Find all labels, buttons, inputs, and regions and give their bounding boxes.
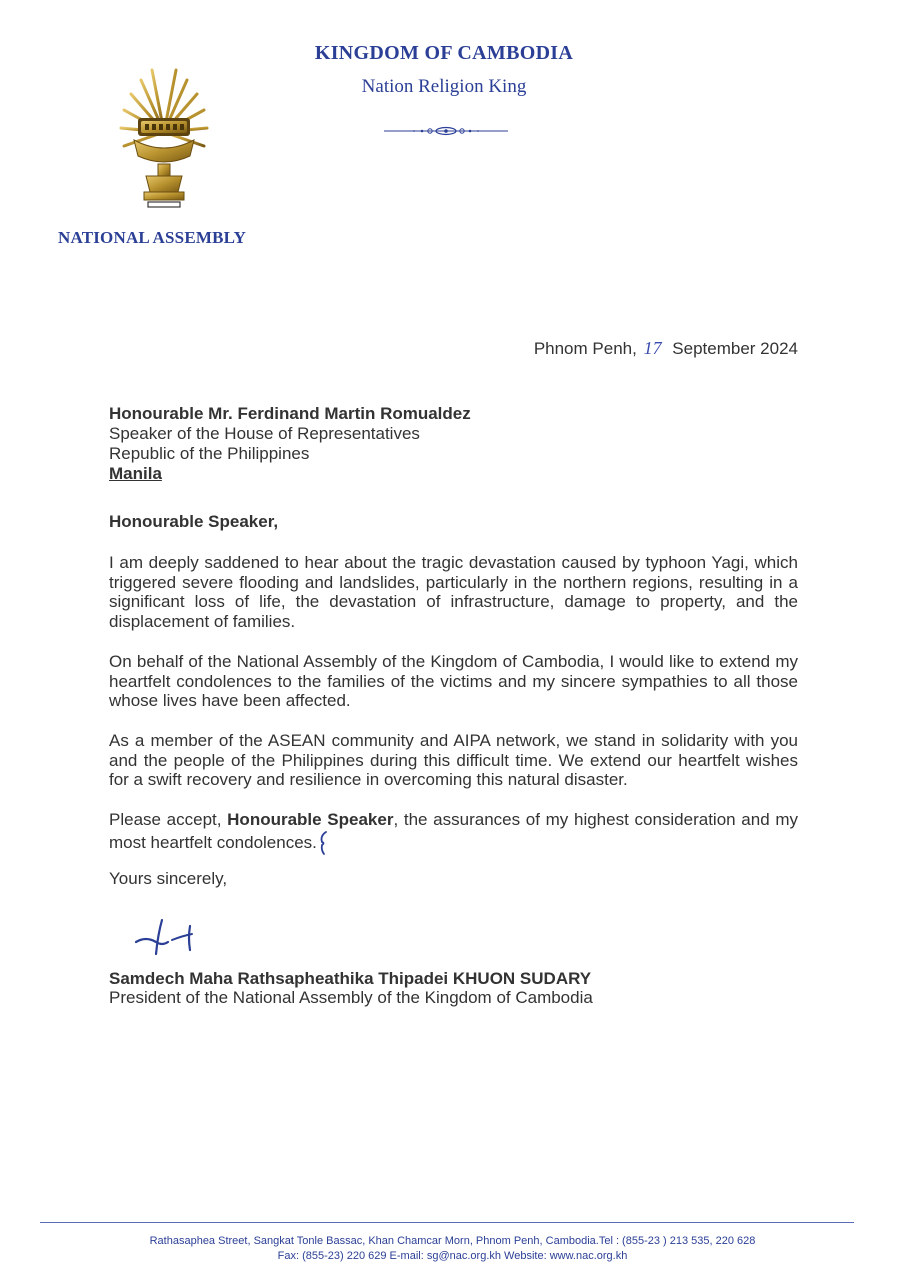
addressee-city: Manila <box>109 464 162 483</box>
footer-contact: Fax: (855-23) 220 629 E-mail: sg@nac.org.kh Website: www.nac.org.kh <box>277 1250 628 1262</box>
p4-bold: Honourable Speaker <box>227 810 394 829</box>
ornament-divider-icon <box>384 124 508 138</box>
royal-emblem-icon <box>118 60 210 212</box>
addressee-name: Honourable Mr. Ferdinand Martin Romualdez <box>109 404 471 423</box>
date-month-year: September 2024 <box>672 339 798 358</box>
date-day: 17 <box>643 338 662 358</box>
footer-address: Rathasaphea Street, Sangkat Tonle Bassac, Khan Chamcar Morn, Phnom Penh, Cambodia.Tel : (855-23 ) 213 535, 220 628 <box>149 1235 756 1247</box>
addressee-title: Speaker of the House of Representatives <box>109 424 420 443</box>
p4-start: Please accept, <box>109 810 228 829</box>
body-paragraph-3: As a member of the ASEAN community and AIPA network, we stand in solidarity with you and the people of the Philippines during this difficult time. We extend our heartfelt wishes for a swift recovery and resilience in overcoming this natural disaster. <box>109 731 798 790</box>
kingdom-title: KINGDOM OF CAMBODIA <box>314 42 574 64</box>
national-assembly-label: NATIONAL ASSEMBLY <box>58 228 247 247</box>
addressee-country: Republic of the Philippines <box>109 444 310 463</box>
p4-end: , the assurances of my highest consideration and my most heartfelt condolences. <box>109 810 798 852</box>
closing: Yours sincerely, <box>109 869 228 888</box>
salutation: Honourable Speaker, <box>109 512 279 531</box>
handwritten-initial-icon <box>318 830 330 856</box>
addressee-block <box>109 404 471 484</box>
body-paragraph-4 <box>109 810 798 856</box>
date-line <box>534 338 798 359</box>
signer-name: Samdech Maha Rathsapheathika Thipadei KHUON SUDARY <box>109 969 592 988</box>
body-paragraph-2: On behalf of the National Assembly of the Kingdom of Cambodia, I would like to extend my heartfelt condolences to the families of the victims and my sincere sympathies to all those whose lives have been affected. <box>109 652 798 711</box>
body-paragraph-1: I am deeply saddened to hear about the tragic devastation caused by typhoon Yagi, which triggered severe flooding and landslides, particularly in the northern regions, resulting in a significant loss of life, the devastation of infrastructure, damage to property, and the displacement of families. <box>109 553 798 631</box>
national-motto: Nation Religion King <box>361 76 527 97</box>
signature-mark-icon <box>132 912 202 962</box>
signer-title: President of the National Assembly of the Kingdom of Cambodia <box>109 988 593 1007</box>
footer-divider <box>40 1222 854 1223</box>
date-city: Phnom Penh, <box>533 339 637 358</box>
